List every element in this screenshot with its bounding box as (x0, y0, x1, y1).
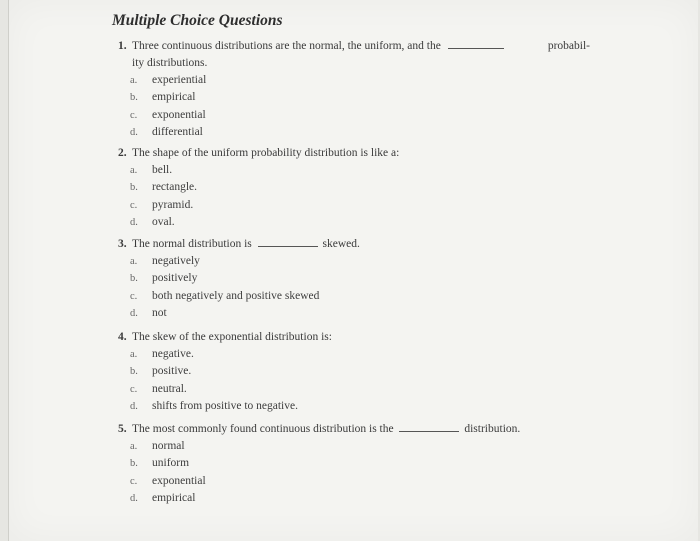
question-5 (118, 421, 588, 507)
option-text: experiential (152, 74, 207, 86)
option-letter: a. (130, 441, 138, 452)
option-c (130, 107, 588, 124)
option-c (130, 381, 588, 398)
option-text: empirical (152, 91, 196, 104)
options-list (130, 438, 588, 507)
option-d (130, 305, 588, 322)
option-text: negative. (152, 348, 194, 360)
option-letter: b. (130, 458, 138, 470)
option-text: empirical (152, 491, 196, 504)
page-edge (8, 0, 9, 541)
option-letter: a. (130, 165, 138, 176)
option-text: exponential (152, 474, 206, 487)
option-text: bell. (152, 164, 173, 176)
option-letter: d. (130, 307, 138, 319)
option-text: both negatively and positive skewed (152, 289, 320, 302)
stem-text: The shape of the uniform probability distribution is like a: (132, 147, 400, 159)
option-b (130, 363, 588, 380)
options-list (130, 253, 588, 322)
option-text: shifts from positive to negative. (152, 399, 298, 412)
option-text: neutral. (152, 382, 187, 395)
stem-text-after: distribution. (464, 423, 521, 435)
option-letter: a. (130, 75, 138, 86)
option-b (130, 270, 588, 287)
option-text: rectangle. (152, 181, 198, 194)
option-text: not (152, 306, 167, 319)
question-stem (118, 421, 588, 438)
option-a (130, 346, 588, 363)
question-number: 4. (118, 331, 127, 343)
stem-text: The most commonly found continuous distribution is the (132, 423, 394, 435)
option-letter: a. (130, 349, 138, 360)
answer-blank (258, 236, 318, 247)
question-stem (118, 38, 588, 72)
worksheet-page (8, 0, 698, 541)
options-list (130, 162, 588, 231)
question-stem (118, 329, 588, 346)
option-text: uniform (152, 457, 190, 470)
answer-blank (399, 421, 459, 432)
question-3 (118, 236, 588, 322)
question-stem (118, 236, 588, 253)
option-letter: c. (130, 475, 138, 487)
option-b (130, 179, 588, 196)
option-c (130, 197, 588, 214)
option-letter: c. (130, 109, 138, 121)
option-text: negatively (152, 255, 200, 267)
option-letter: c. (130, 199, 138, 211)
stem-text: The skew of the exponential distribution is: (132, 331, 332, 343)
stem-text-after: skewed. (322, 238, 360, 250)
option-b (130, 89, 588, 106)
option-letter: b. (130, 366, 138, 378)
question-stem (118, 145, 588, 162)
answer-blank (448, 38, 504, 49)
option-a (130, 162, 588, 179)
option-letter: c. (130, 383, 138, 395)
options-list (130, 72, 588, 141)
question-number: 3. (118, 238, 127, 250)
stem-text: Three continuous distributions are the normal, the uniform, and the (132, 40, 441, 52)
option-letter: b. (130, 182, 138, 194)
option-b (130, 455, 588, 472)
option-letter: d. (130, 492, 138, 504)
option-c (130, 288, 588, 305)
option-letter: d. (130, 126, 138, 138)
option-c (130, 473, 588, 490)
option-a (130, 253, 588, 270)
stem-text-right: probabil- (547, 40, 590, 52)
option-text: normal (152, 440, 185, 452)
stem-continuation: ity distributions. (132, 57, 208, 69)
option-letter: b. (130, 92, 138, 104)
option-letter: d. (130, 400, 138, 412)
option-letter: a. (130, 256, 138, 267)
option-text: oval. (152, 215, 175, 228)
option-a (130, 72, 588, 89)
option-letter: b. (130, 273, 138, 285)
question-1 (118, 38, 588, 141)
option-d (130, 124, 588, 141)
option-text: differential (152, 125, 203, 138)
question-number: 1. (118, 40, 127, 52)
section-title: Multiple Choice Questions (112, 12, 283, 29)
option-text: positive. (152, 365, 192, 378)
question-4 (118, 329, 588, 415)
option-text: exponential (152, 108, 206, 121)
option-d (130, 214, 588, 231)
option-text: positively (152, 272, 198, 285)
option-letter: c. (130, 290, 138, 302)
question-number: 2. (118, 147, 127, 159)
option-text: pyramid. (152, 198, 194, 211)
question-2 (118, 145, 588, 231)
option-a (130, 438, 588, 455)
option-letter: d. (130, 216, 138, 228)
question-number: 5. (118, 423, 127, 435)
option-d (130, 490, 588, 507)
options-list (130, 346, 588, 415)
option-d (130, 398, 588, 415)
stem-text: The normal distribution is (132, 238, 252, 250)
